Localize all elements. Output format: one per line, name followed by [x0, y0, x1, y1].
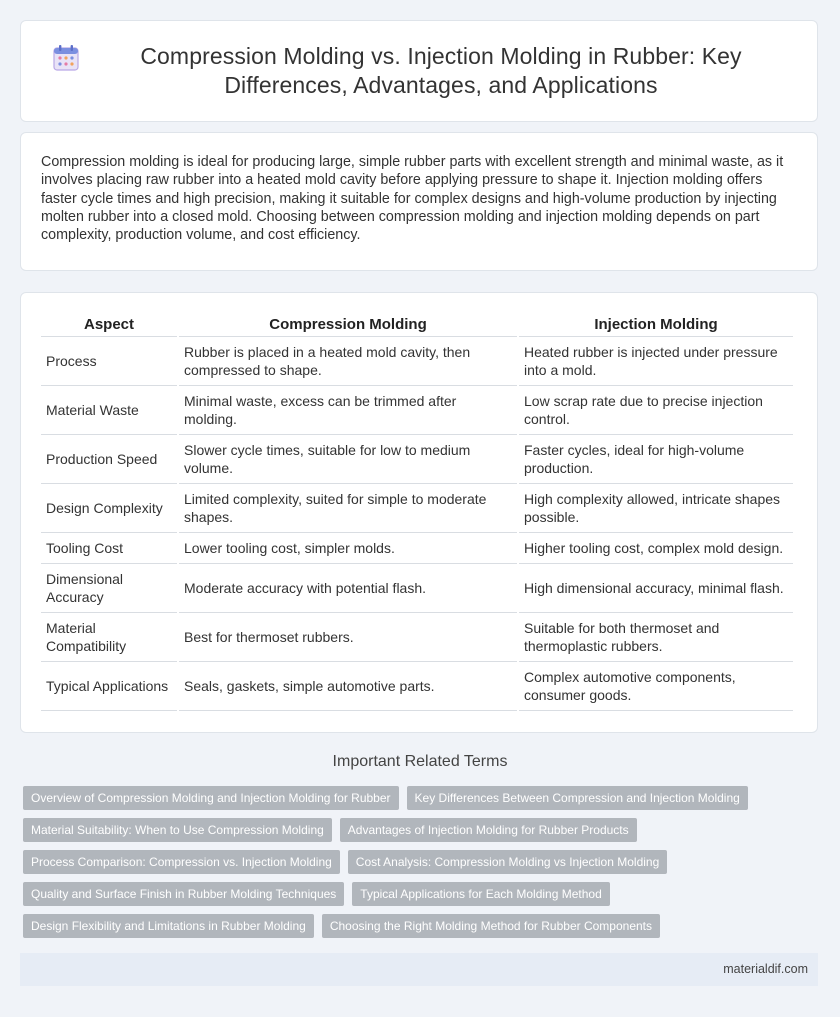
related-term-link[interactable]: Advantages of Injection Molding for Rubber Products — [340, 818, 637, 842]
aspect-cell: Process — [41, 337, 177, 386]
header-injection: Injection Molding — [519, 311, 793, 337]
injection-cell: Complex automotive components, consumer goods. — [519, 662, 793, 711]
table-row — [41, 613, 793, 662]
intro-paragraph: Compression molding is ideal for producing large, simple rubber parts with excellent strength and minimal waste, as it involves placing raw rubber into a heated mold cavity before applying pressure to shape it. Injection molding offers faster cycle times and high precision, making it suitable for complex designs and high-volume production by injecting molten rubber into a closed mold. Choosing between compression molding and injection molding depends on part complexity, production volume, and cost efficiency. — [41, 154, 784, 244]
injection-cell: Higher tooling cost, complex mold design. — [519, 533, 793, 564]
related-term-link[interactable]: Design Flexibility and Limitations in Rubber Molding — [23, 914, 314, 938]
table-row — [41, 484, 793, 533]
aspect-cell: Design Complexity — [41, 484, 177, 533]
table-row — [41, 662, 793, 711]
tag-row — [23, 914, 813, 938]
injection-cell: Faster cycles, ideal for high-volume production. — [519, 435, 793, 484]
aspect-cell: Material Waste — [41, 386, 177, 435]
compression-cell: Limited complexity, suited for simple to moderate shapes. — [179, 484, 517, 533]
related-term-link[interactable]: Process Comparison: Compression vs. Injection Molding — [23, 850, 340, 874]
injection-cell: High complexity allowed, intricate shapes possible. — [519, 484, 793, 533]
related-term-link[interactable]: Choosing the Right Molding Method for Rubber Components — [322, 914, 660, 938]
table-row — [41, 564, 793, 613]
compression-cell: Lower tooling cost, simpler molds. — [179, 533, 517, 564]
title-card — [20, 20, 818, 122]
title-wrap — [21, 42, 817, 100]
table-row — [41, 386, 793, 435]
injection-cell: Suitable for both thermoset and thermoplastic rubbers. — [519, 613, 793, 662]
compression-cell: Best for thermoset rubbers. — [179, 613, 517, 662]
related-term-link[interactable]: Cost Analysis: Compression Molding vs Injection Molding — [348, 850, 667, 874]
footer — [20, 953, 818, 986]
calendar-icon — [51, 43, 81, 73]
aspect-cell: Dimensional Accuracy — [41, 564, 177, 613]
tag-row — [23, 818, 813, 842]
compression-cell: Slower cycle times, suitable for low to medium volume. — [179, 435, 517, 484]
aspect-cell: Typical Applications — [41, 662, 177, 711]
comparison-table — [39, 311, 795, 711]
header-compression: Compression Molding — [179, 311, 517, 337]
intro-card — [20, 132, 818, 271]
tag-row — [23, 882, 813, 906]
aspect-cell: Tooling Cost — [41, 533, 177, 564]
related-term-link[interactable]: Key Differences Between Compression and Injection Molding — [407, 786, 748, 810]
tag-row — [23, 850, 813, 874]
table-row — [41, 337, 793, 386]
related-term-link[interactable]: Overview of Compression Molding and Injection Molding for Rubber — [23, 786, 399, 810]
compression-cell: Minimal waste, excess can be trimmed after molding. — [179, 386, 517, 435]
aspect-cell: Material Compatibility — [41, 613, 177, 662]
related-term-link[interactable]: Quality and Surface Finish in Rubber Molding Techniques — [23, 882, 344, 906]
compression-cell: Moderate accuracy with potential flash. — [179, 564, 517, 613]
footer-site-link[interactable]: materialdif.com — [723, 962, 808, 976]
table-row — [41, 435, 793, 484]
injection-cell: High dimensional accuracy, minimal flash. — [519, 564, 793, 613]
compression-cell: Rubber is placed in a heated mold cavity, then compressed to shape. — [179, 337, 517, 386]
related-term-link[interactable]: Material Suitability: When to Use Compression Molding — [23, 818, 332, 842]
injection-cell: Low scrap rate due to precise injection control. — [519, 386, 793, 435]
related-term-link[interactable]: Typical Applications for Each Molding Method — [352, 882, 609, 906]
table-header-row — [41, 311, 793, 337]
related-terms-heading: Important Related Terms — [332, 753, 508, 770]
header-aspect: Aspect — [41, 311, 177, 337]
compression-cell: Seals, gaskets, simple automotive parts. — [179, 662, 517, 711]
related-terms-list — [23, 786, 813, 946]
injection-cell: Heated rubber is injected under pressure into a mold. — [519, 337, 793, 386]
comparison-card — [20, 292, 818, 733]
table-row — [41, 533, 793, 564]
aspect-cell: Production Speed — [41, 435, 177, 484]
tag-row — [23, 786, 813, 810]
page-title: Compression Molding vs. Injection Molding in Rubber: Key Differences, Advantages, and Applications — [140, 43, 742, 98]
